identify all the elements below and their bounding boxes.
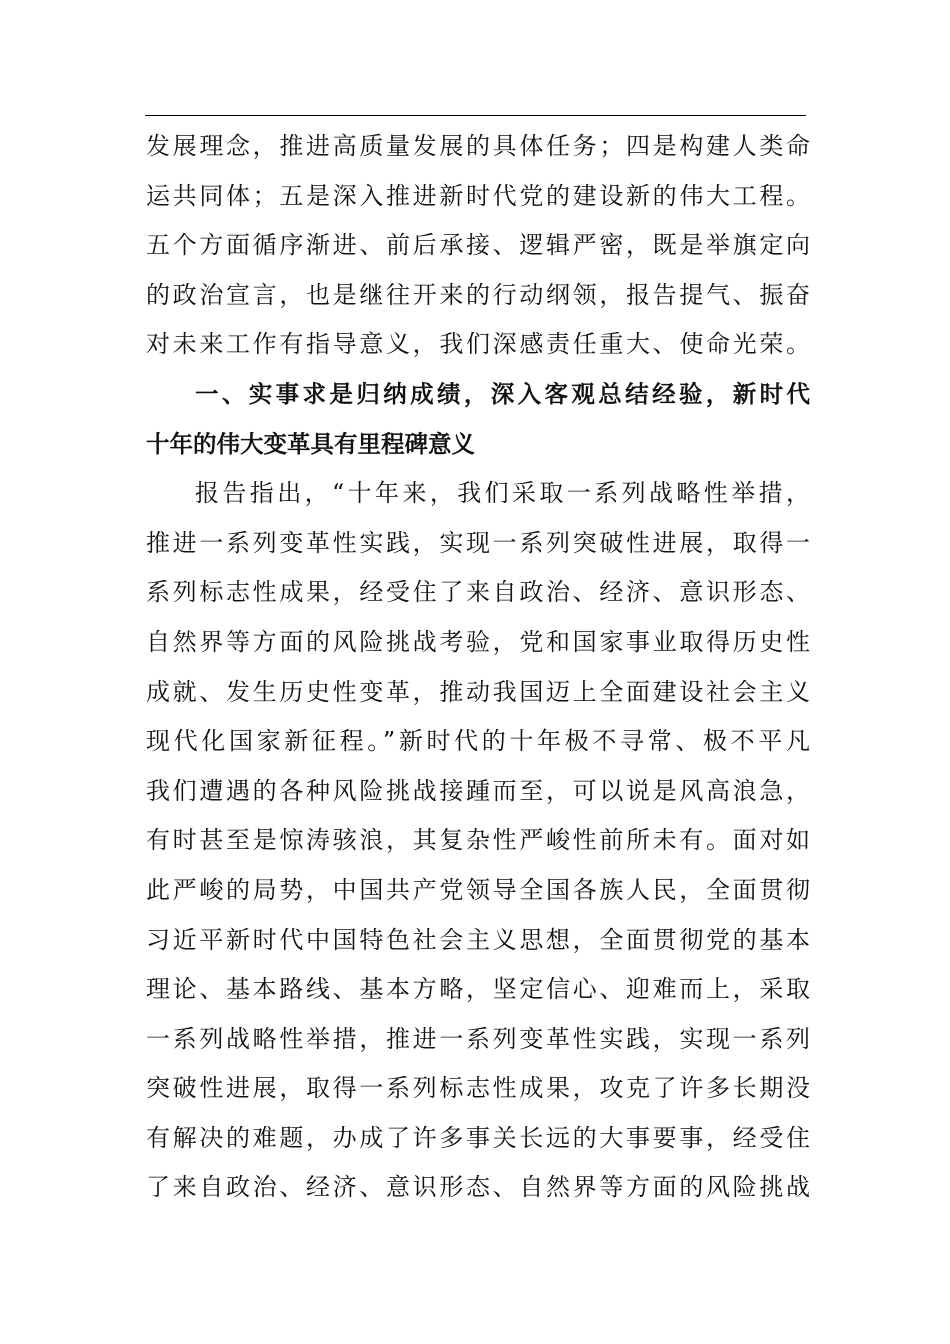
- text-line: 习近平新时代中国特色社会主义思想，全面贯彻党的基本: [146, 925, 810, 954]
- text-line: 我们遭遇的各种风险挑战接踵而至，可以说是风高浪急，: [146, 776, 810, 805]
- text-line: 对未来工作有指导意义，我们深感责任重大、使命光荣。: [146, 330, 810, 359]
- text-line: 突破性进展，取得一系列标志性成果，攻克了许多长期没: [146, 1074, 810, 1103]
- text-line: 的政治宣言，也是继往开来的行动纲领，报告提气、振奋: [146, 280, 810, 309]
- text-line: 成就、发生历史性变革，推动我国迈上全面建设社会主义: [146, 677, 810, 706]
- document-body: [146, 122, 810, 1213]
- text-line: 报告指出，“十年来，我们采取一系列战略性举措，: [195, 479, 810, 508]
- text-line: 有解决的难题，办成了许多事关长远的大事要事，经受住: [146, 1123, 810, 1152]
- section-heading: 一、实事求是归纳成绩，深入客观总结经验，新时代: [195, 379, 810, 408]
- text-line: 一系列战略性举措，推进一系列变革性实践，实现一系列: [146, 1024, 810, 1053]
- text-line: 五个方面循序渐进、前后承接、逻辑严密，既是举旗定向: [146, 231, 810, 260]
- text-line: 系列标志性成果，经受住了来自政治、经济、意识形态、: [146, 578, 810, 607]
- text-line: 现代化国家新征程。”新时代的十年极不寻常、极不平凡: [146, 727, 810, 756]
- header-rule: [145, 115, 806, 116]
- text-line: 发展理念，推进高质量发展的具体任务；四是构建人类命: [146, 132, 810, 160]
- text-line: 有时甚至是惊涛骇浪，其复杂性严峻性前所未有。面对如: [146, 826, 810, 855]
- text-line: 自然界等方面的风险挑战考验，党和国家事业取得历史性: [146, 627, 810, 656]
- section-heading: 十年的伟大变革具有里程碑意义: [146, 429, 475, 458]
- text-line: 运共同体；五是深入推进新时代党的建设新的伟大工程。: [146, 181, 810, 210]
- text-line: 理论、基本路线、基本方略，坚定信心、迎难而上，采取: [146, 975, 810, 1004]
- text-line: 了来自政治、经济、意识形态、自然界等方面的风险挑战: [146, 1173, 810, 1202]
- text-line: 推进一系列变革性实践，实现一系列突破性进展，取得一: [146, 528, 810, 557]
- text-line: 此严峻的局势，中国共产党领导全国各族人民，全面贯彻: [146, 875, 810, 904]
